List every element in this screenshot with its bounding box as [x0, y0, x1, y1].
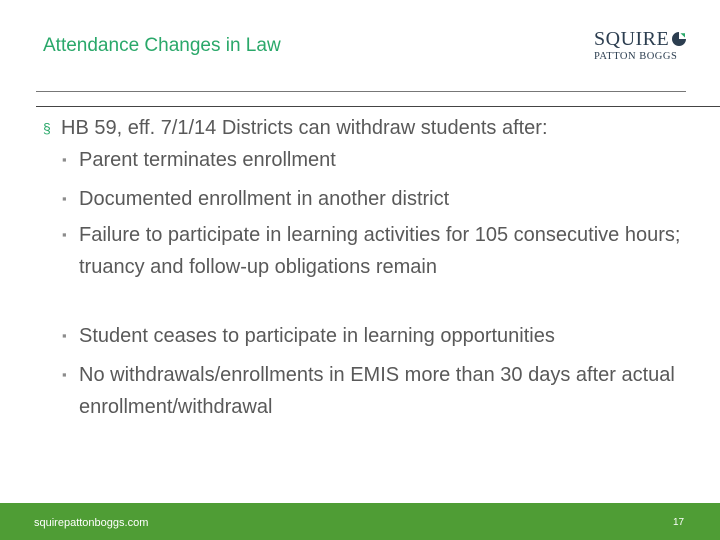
- footer-bar: [0, 503, 720, 540]
- header-rule-top: [36, 91, 686, 92]
- sub-bullet-marker: ▪: [62, 328, 67, 343]
- sub-bullet-marker: ▪: [62, 191, 67, 206]
- slide-title: Attendance Changes in Law: [43, 35, 281, 56]
- footer-url: squirepattonboggs.com: [34, 517, 149, 529]
- sub-bullet-text: Documented enrollment in another district: [79, 188, 450, 210]
- sub-bullet: [62, 183, 682, 215]
- bullet-marker: §: [43, 120, 51, 136]
- header-rule-bottom: [36, 106, 720, 107]
- sub-bullet: [62, 359, 682, 423]
- company-logo: [594, 28, 690, 68]
- main-bullet: [43, 112, 703, 144]
- logo-mark-icon: [671, 31, 687, 47]
- sub-bullet-text: No withdrawals/enrollments in EMIS more than 30 days after actual enrollment/withdrawal: [79, 364, 675, 418]
- sub-bullet: [62, 144, 682, 176]
- main-bullet-text: HB 59, eff. 7/1/14 Districts can withdraw students after:: [61, 117, 548, 139]
- sub-bullet-marker: ▪: [62, 152, 67, 167]
- sub-bullet-text: Student ceases to participate in learning opportunities: [79, 325, 555, 347]
- sub-bullet: [62, 320, 682, 352]
- sub-bullet-marker: ▪: [62, 227, 67, 242]
- logo-text-patton-boggs: PATTON BOGGS: [594, 51, 678, 62]
- sub-bullet-text: Parent terminates enrollment: [79, 149, 336, 171]
- sub-bullet: [62, 219, 682, 283]
- page-number: 17: [673, 517, 685, 528]
- sub-bullet-marker: ▪: [62, 367, 67, 382]
- logo-text-squire: SQUIRE: [594, 28, 670, 50]
- sub-bullet-text: Failure to participate in learning activities for 105 consecutive hours; truancy and follow-up obligations remain: [79, 224, 681, 278]
